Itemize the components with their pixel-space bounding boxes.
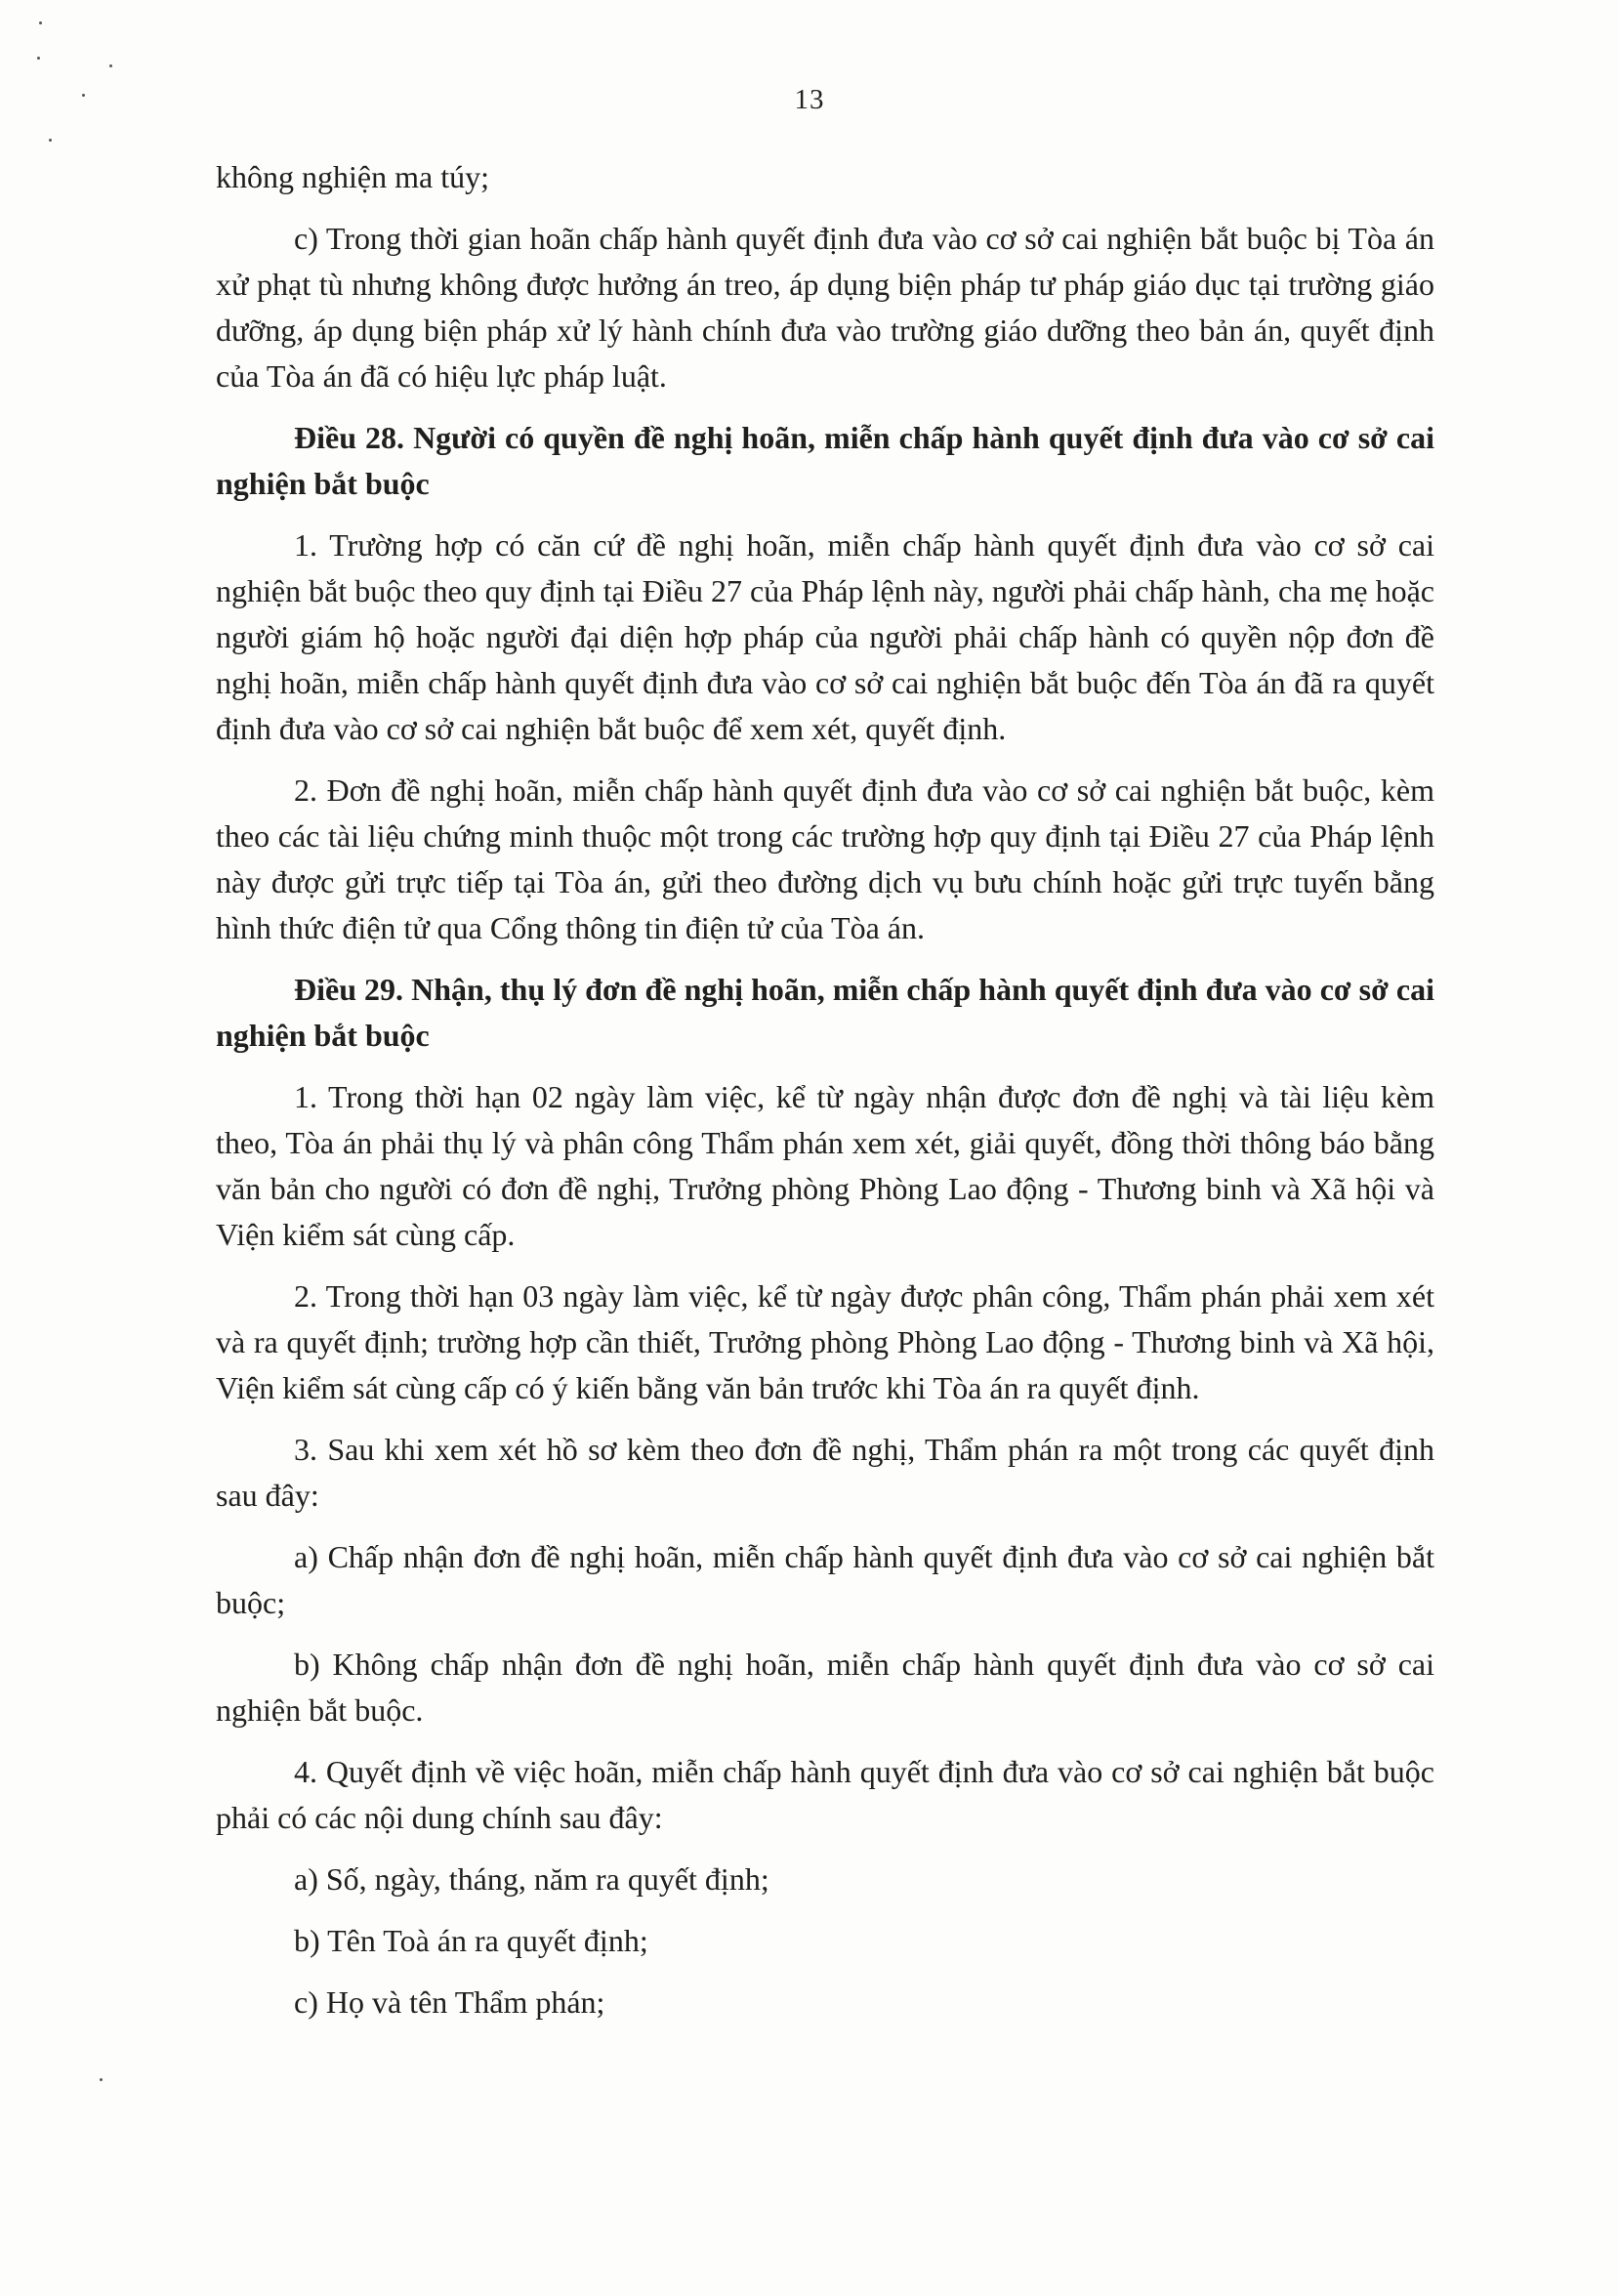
paragraph: 2. Trong thời hạn 03 ngày làm việc, kể từ ngày được phân công, Thẩm phán phải xem xét và ra quyết định; trường hợp cần thiết, Trưởng phòng Phòng Lao động - Thương binh và Xã hội, Viện kiểm sát cùng cấp có ý kiến bằng văn bản trước khi Tòa án ra quyết định.: [216, 1278, 1434, 1405]
paragraph: a) Chấp nhận đơn đề nghị hoãn, miễn chấp hành quyết định đưa vào cơ sở cai nghiện bắt buộc;: [216, 1539, 1434, 1620]
paragraph: 4. Quyết định về việc hoãn, miễn chấp hành quyết định đưa vào cơ sở cai nghiện bắt buộc phải có các nội dung chính sau đây:: [216, 1754, 1434, 1835]
page-number: 13: [794, 84, 825, 115]
scan-speck: [37, 57, 40, 60]
paragraph-continuation: không nghiện ma túy;: [216, 159, 489, 194]
scan-speck: [109, 64, 112, 67]
paragraph: 3. Sau khi xem xét hồ sơ kèm theo đơn đề nghị, Thẩm phán ra một trong các quyết định sau đây:: [216, 1432, 1434, 1513]
paragraph: c) Trong thời gian hoãn chấp hành quyết định đưa vào cơ sở cai nghiện bắt buộc bị Tòa án xử phạt tù nhưng không được hưởng án treo, áp dụng biện pháp tư pháp giáo dục tại trường giáo dưỡng, áp dụng biện pháp xử lý hành chính đưa vào trường giáo dưỡng theo bản án, quyết định của Tòa án đã có hiệu lực pháp luật.: [216, 221, 1434, 394]
paragraph: b) Không chấp nhận đơn đề nghị hoãn, miễn chấp hành quyết định đưa vào cơ sở cai nghiện bắt buộc.: [216, 1647, 1434, 1728]
document-body: [216, 154, 1434, 2041]
paragraph: 1. Trong thời hạn 02 ngày làm việc, kể từ ngày nhận được đơn đề nghị và tài liệu kèm theo, Tòa án phải thụ lý và phân công Thẩm phán xem xét, giải quyết, đồng thời thông báo bằng văn bản cho người có đơn đề nghị, Trưởng phòng Phòng Lao động - Thương binh và Xã hội và Viện kiểm sát cùng cấp.: [216, 1079, 1434, 1252]
paragraph: a) Số, ngày, tháng, năm ra quyết định;: [294, 1861, 769, 1897]
scan-speck: [100, 2078, 103, 2081]
paragraph: c) Họ và tên Thẩm phán;: [294, 1984, 605, 2020]
scan-speck: [39, 21, 42, 24]
article-heading: Điều 28. Người có quyền đề nghị hoãn, miễn chấp hành quyết định đưa vào cơ sở cai nghiện bắt buộc: [216, 420, 1434, 501]
paragraph: b) Tên Toà án ra quyết định;: [294, 1923, 648, 1958]
paragraph: 1. Trường hợp có căn cứ đề nghị hoãn, miễn chấp hành quyết định đưa vào cơ sở cai nghiện bắt buộc theo quy định tại Điều 27 của Pháp lệnh này, người phải chấp hành, cha mẹ hoặc người giám hộ hoặc người đại diện hợp pháp của người phải chấp hành có quyền nộp đơn đề nghị hoãn, miễn chấp hành quyết định đưa vào cơ sở cai nghiện bắt buộc đến Tòa án đã ra quyết định đưa vào cơ sở cai nghiện bắt buộc để xem xét, quyết định.: [216, 527, 1434, 746]
article-heading: Điều 29. Nhận, thụ lý đơn đề nghị hoãn, miễn chấp hành quyết định đưa vào cơ sở cai nghiện bắt buộc: [216, 972, 1434, 1053]
scan-speck: [49, 139, 52, 142]
paragraph: 2. Đơn đề nghị hoãn, miễn chấp hành quyết định đưa vào cơ sở cai nghiện bắt buộc, kèm theo các tài liệu chứng minh thuộc một trong các trường hợp quy định tại Điều 27 của Pháp lệnh này được gửi trực tiếp tại Tòa án, gửi theo đường dịch vụ bưu chính hoặc gửi trực tuyến bằng hình thức điện tử qua Cổng thông tin điện tử của Tòa án.: [216, 772, 1434, 945]
